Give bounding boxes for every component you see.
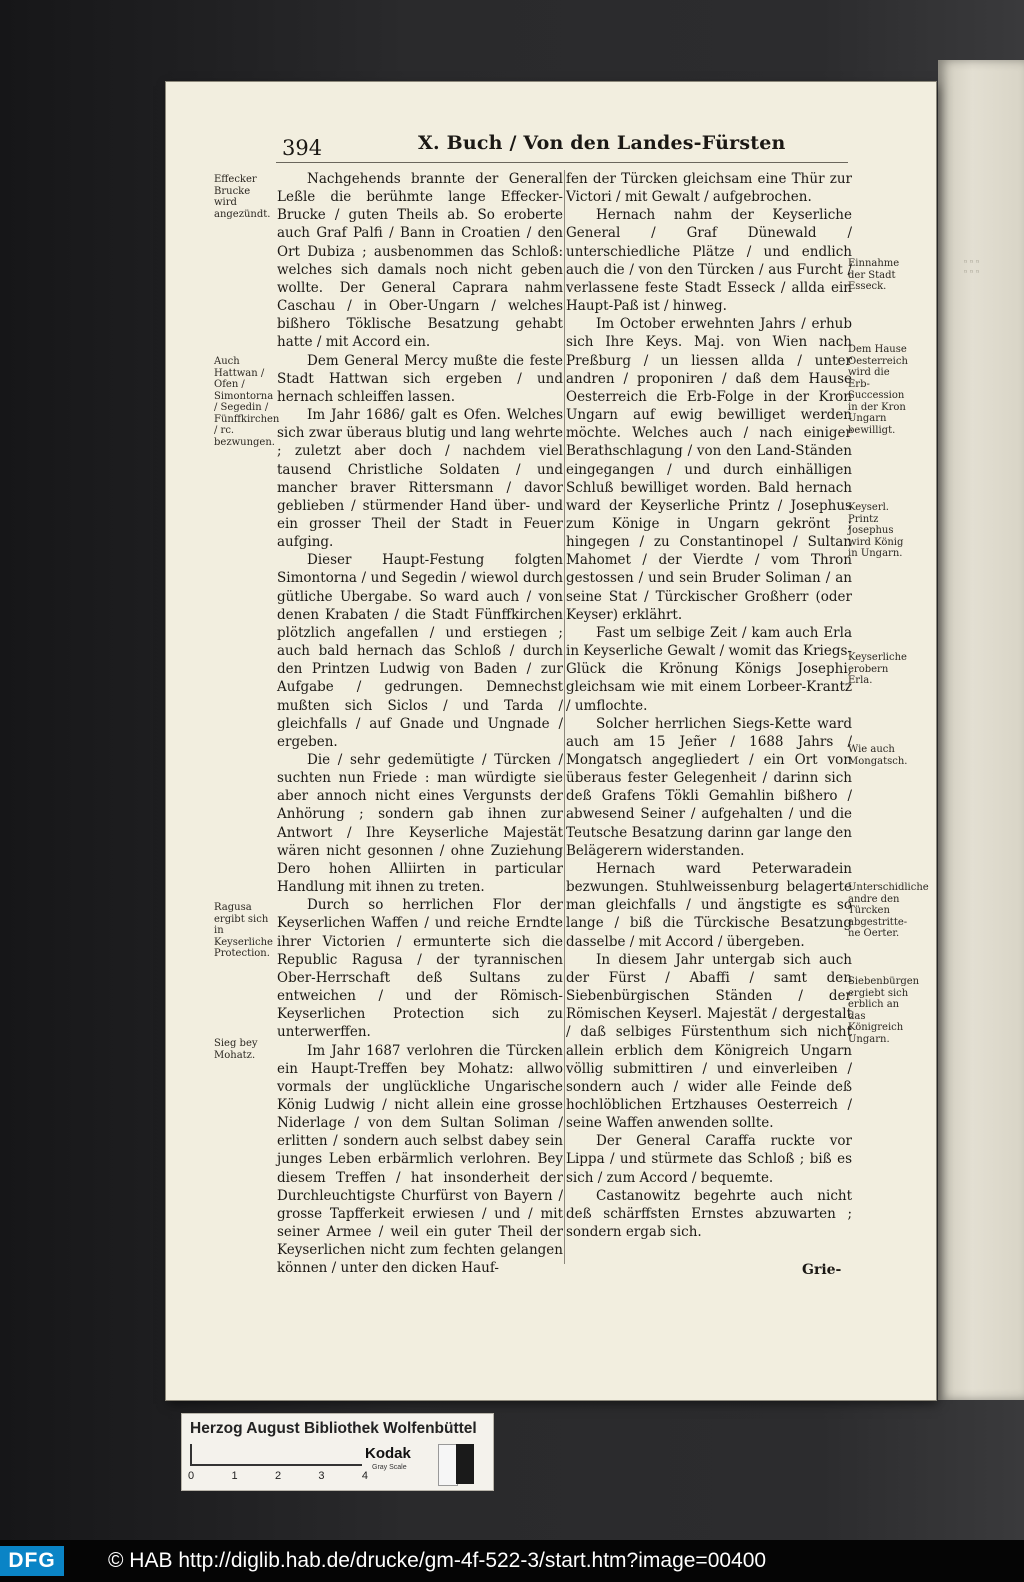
text-column-left [277,170,563,1278]
margin-note: Einnahme der Stadt Esseck. [848,258,900,292]
text-column-right [566,170,852,1241]
ruler-label: 1 [231,1470,238,1482]
paragraph: Dieser Haupt-Festung folgten Simontorna / und Segedin / wiewol durch gütliche Ubergabe. So ward auch / von denen Krabaten / die Stadt Fünffkirchen plötzlich angefallen / und erstiegen ; auch bald hernach das Schloß / durch den Printzen Ludwig von Baden / zur Aufgabe / gedrungen. Demnechst mußten sich Siclos / und Tarda / gleichfalls / auf Gnade und Ungnade / ergeben. [277,552,563,750]
paragraph: Castanowitz begehrte auch nicht deß schärffsten Ernstes abzuwarten ; sondern ergab sich. [566,1187,852,1241]
dfg-logo: DFG [0,1546,64,1576]
ruler-label: 3 [318,1470,325,1482]
paragraph: Solcher herrlichen Siegs-Kette ward auch am 15 Jeñer / 1688 Jahrs / Mongatsch angegliedert / ein Ort von überaus fester Gelegenheit / darinn sich deß Grafens Tökli Gemahlin bißhero / abwesend Seiner / aufgehalten / und die Teutsche Besatzung darinn gar lange den Belägerern widerstanden. [566,715,852,859]
page-number: 394 [282,136,323,160]
paragraph: Nachgehends brannte der General Leßle die berühmte lange Effecker-Brucke / guten Theils ab. So eroberte auch Graf Palfi / Bann in Croatien / den Ort Dubiza ; ausbenommen das Schloß: welches sich damals noch nicht geben wollte. Der General Caprara nahm Caschau / in Ober-Ungarn / welches bißhero Töklische Besatzung gehabt hatte / mit Accord ein. [277,171,563,351]
paragraph: Der General Caraffa ruckte vor Lippa / und stürmete das Schloß ; biß es sich / zum Accord / bequemte. [566,1133,852,1186]
ruler-label: 0 [188,1470,195,1482]
margin-note: Sieg bey Mohatz. [214,1038,258,1061]
ruler-label: 2 [274,1470,282,1482]
paragraph: Im Jahr 1687 verlohren die Türcken ein Haupt-Treffen bey Mohatz: allwo vormals der unglückliche Ungarische König Ludwig / nicht allein eine grosse Niderlage / von dem Sultan Soliman / erlitten / sondern auch selbst dabey sein junges Leben erbärmlich verlohren. Bey diesem Treffen / hat insonderheit der Durchleuchtigste Churfürst von Bayern / grosse Tapfferkeit erwiesen / und / mit seiner Armee / weil ein guter Theil der Keyserlichen nicht zum fechten gelangen können / unter den dicken Hauf- [277,1042,563,1277]
facing-page-bleed-text: ⁿ ⁿ ⁿ ⁿ ⁿ ⁿ [964,258,980,277]
margin-note: Keyserl. Printz Josephus wird König in Ungarn. [848,502,904,559]
catchword: Grie- [802,1262,842,1278]
column-rule [564,170,565,1264]
paragraph: Hernach nahm der Keyserliche General / Graf Dünewald / unterschiedliche Plätze / und endlich auch die / von den Türcken / aus Furcht / verlassene feste Stadt Esseck / allda ein Haupt-Paß ist / hinweg. [566,207,852,315]
margin-note: Effecker Brucke wird angezündt. [214,174,271,220]
color-calibration-target [181,1413,494,1491]
ruler-label: 4 [361,1470,368,1482]
paragraph: Fast um selbige Zeit / kam auch Erla in Keyserliche Gewalt / womit das Kriegs-Glück die Krönung Königs Josephi, gleichsam wie mit einem Lorbeer-Krantz / umflochte. [566,624,852,714]
paragraph: Dem General Mercy mußte die feste Stadt Hattwan sich ergeben / und hernach schleiffen lassen. [277,352,563,405]
margin-note: Ragusa ergibt sich in Keyserliche Protection. [214,902,273,959]
margin-note: Unterschidliche andre den Türcken abgestritte-ne Oerter. [848,882,929,939]
library-name: Herzog August Bibliothek Wolfenbüttel [190,1420,477,1437]
margin-note: Auch Hattwan / Ofen / Simontorna / Segedin / Fünffkirchen / rc. bezwungen. [214,356,280,448]
ruler-labels [188,1470,368,1482]
paragraph: In diesem Jahr untergab sich auch der Fürst / Abaffi / samt den Siebenbürgischen Ständen / der Römischen Keyserl. Majestät / dergestalt / daß selbiges Fürstenthum sich nicht allein erblich dem Königreich Ungarn völlig submittiren / und einverleiben / sondern auch / wider alle Feinde deß hochlöblichen Ertzhauses Oesterreich / seine Waffen anwenden sollte. [566,951,852,1132]
paragraph: Hernach ward Peterwaradein bezwungen. Stuhlweissenburg belagerte man gleichfalls / und ängstigte es so lange / biß die Türckische Besatzung dasselbe / mit Accord / übergeben. [566,860,852,950]
paragraph: fen der Türcken gleichsam eine Thür zur Victori / mit Gewalt / aufgebrochen. [566,171,852,206]
footer-bar [0,1540,1024,1582]
gray-swatch-white [438,1444,458,1486]
margin-note: Keyserliche erobern Erla. [848,652,907,686]
book-page [166,82,936,1400]
paragraph: Im Jahr 1686/ galt es Ofen. Welches sich zwar überaus blutig und lang wehrte ; zuletzt aber doch / nachdem viel tausend Christliche Soldaten / und mancher braver Rittersmann / davor geblieben / stürmender Hand über- und ein grosser Theil der Stadt in Feuer aufging. [277,407,563,551]
gray-swatch-black [456,1444,474,1484]
measurement-ruler [190,1444,362,1466]
margin-note: Siebenbürgen ergiebt sich erblich an das Königreich Ungarn. [848,976,920,1045]
running-head: X. Buch / Von den Landes-Fürsten [418,132,786,154]
margin-note: Wie auch Mongatsch. [848,744,908,767]
header-rule [276,162,848,163]
margin-note: Dem Hause Oesterreich wird die Erb-Succession in der Kron Ungarn bewilligt. [848,344,908,436]
paragraph: Im October erwehnten Jahrs / erhub sich Ihre Keys. Maj. von Wien nach Preßburg / un liessen allda / unter andren / proponiren / daß dem Hause Oesterreich die Erb-Folge in der Kron Ungarn auf ewig bewilliget werden möchte. Welches auch / nach einiger Berathschlagung / von den Land-Ständen eingegangen / und durch einhälligen Schluß bewilliget worden. Bald hernach ward der Keyserliche Printz / Josephus zum Könige in Ungarn gekrönt ; hingegen / zu Constantinopel / Sultan Mahomet / der Vierdte / vom Thron gestossen / und sein Bruder Soliman / an seine Stat / Türckischer Großherr (oder Keyser) erklährt. [566,316,852,623]
copyright-url[interactable]: © HAB http://diglib.hab.de/drucke/gm-4f-522-3/start.htm?image=00400 [108,1549,767,1572]
paragraph: Durch so herrlichen Flor der Keyserlichen Waffen / und reiche Erndte ihrer Victorien / ermunterte sich die Republic Ragusa / der tyrannischen Ober-Herrschaft deß Sultans zu entweichen / und der Römisch-Keyserlichen Protection sich zu unterwerffen. [277,897,563,1041]
paragraph: Die / sehr gedemütigte / Türcken / suchten nun Friede : man würdigte sie aber annoch nicht eines Vergunsts der Anhörung ; sondern gab ihnen zur Antwort / Ihre Keyserliche Majestät wären nicht gesonnen / ohne Zuziehung Dero hohen Alliirten in particular Handlung mit ihnen zu treten. [277,752,563,896]
kodak-logo: Kodak [365,1445,411,1462]
gray-scale-label: Gray Scale [372,1464,407,1471]
